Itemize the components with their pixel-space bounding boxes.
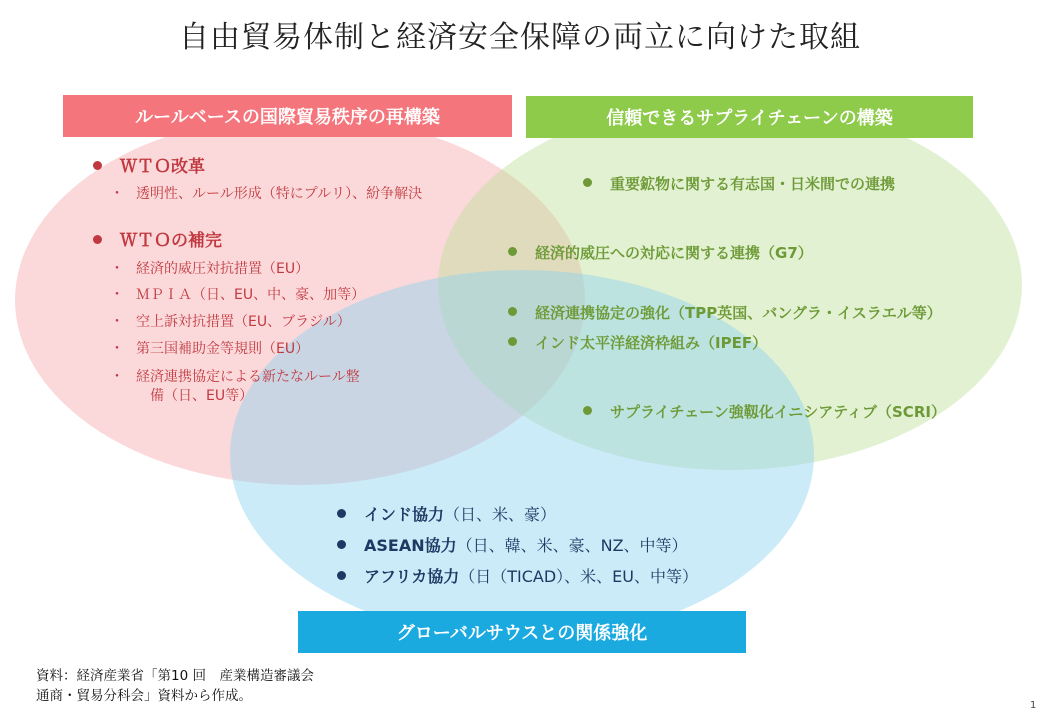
bullet-icon: [337, 571, 346, 580]
bullet-icon: [93, 235, 102, 244]
source-line-2: 通商・貿易分科会」資料から作成。: [36, 688, 252, 704]
small-bullet-icon: ・: [110, 341, 124, 357]
green-circle-header: 信頼できるサプライチェーンの構築: [526, 96, 973, 138]
blue-item: アフリカ協力（日（TICAD）、米、EU、中等）: [337, 564, 698, 587]
bullet-icon: [337, 540, 346, 549]
blue-circle-header: グローバルサウスとの関係強化: [298, 611, 746, 653]
bullet-icon: [583, 406, 592, 415]
small-bullet-icon: ・: [110, 314, 124, 330]
bullet-icon: [337, 509, 346, 518]
green-item: 経済的威圧への対応に関する連携（G7）: [508, 242, 813, 263]
red-group-1-item: ・ 透明性、ルール形成（特にプルリ）、紛争解決: [110, 183, 422, 203]
small-bullet-icon: ・: [110, 287, 124, 303]
red-group-2-item: ・ 経済連携協定による新たなルール整: [110, 366, 360, 386]
red-group-1: ＷＴＯ改革: [93, 152, 205, 177]
red-group-2-item: ・ 第三国補助金等規則（EU）: [110, 338, 309, 358]
green-item: インド太平洋経済枠組み（IPEF）: [508, 332, 767, 353]
bullet-icon: [583, 178, 592, 187]
bullet-icon: [508, 337, 517, 346]
red-circle-header: ルールベースの国際貿易秩序の再構築: [63, 95, 512, 137]
bullet-icon: [508, 247, 517, 256]
red-group-2: ＷＴＯの補完: [93, 226, 222, 251]
small-bullet-icon: ・: [110, 369, 124, 385]
small-bullet-icon: ・: [110, 261, 124, 277]
bullet-icon: [93, 161, 102, 170]
source-line-1: 資料：経済産業省「第10 回 産業構造審議会: [36, 668, 314, 684]
red-group-2-item-continuation: 備（日、EU等）: [150, 388, 254, 404]
green-item: サプライチェーン強靱化イニシアティブ（SCRI）: [583, 401, 946, 422]
page-title: 自由貿易体制と経済安全保障の両立に向けた取組: [179, 20, 861, 55]
red-group-2-item: ・ ＭＰＩＡ（日、EU、中、豪、加等）: [110, 284, 365, 304]
blue-item: インド協力（日、米、豪）: [337, 502, 556, 525]
source-note: [36, 666, 314, 706]
red-group-2-item: ・ 経済的威圧対抗措置（EU）: [110, 258, 309, 278]
bullet-icon: [508, 307, 517, 316]
green-item: 経済連携協定の強化（TPP英国、バングラ・イスラエル等）: [508, 302, 942, 323]
small-bullet-icon: ・: [110, 186, 124, 202]
blue-item: ASEAN協力（日、韓、米、豪、NZ、中等）: [337, 533, 688, 556]
green-item: 重要鉱物に関する有志国・日米間での連携: [583, 173, 895, 194]
page-number: 1: [1030, 700, 1037, 711]
red-group-2-item: ・ 空上訴対抗措置（EU、ブラジル）: [110, 311, 351, 331]
